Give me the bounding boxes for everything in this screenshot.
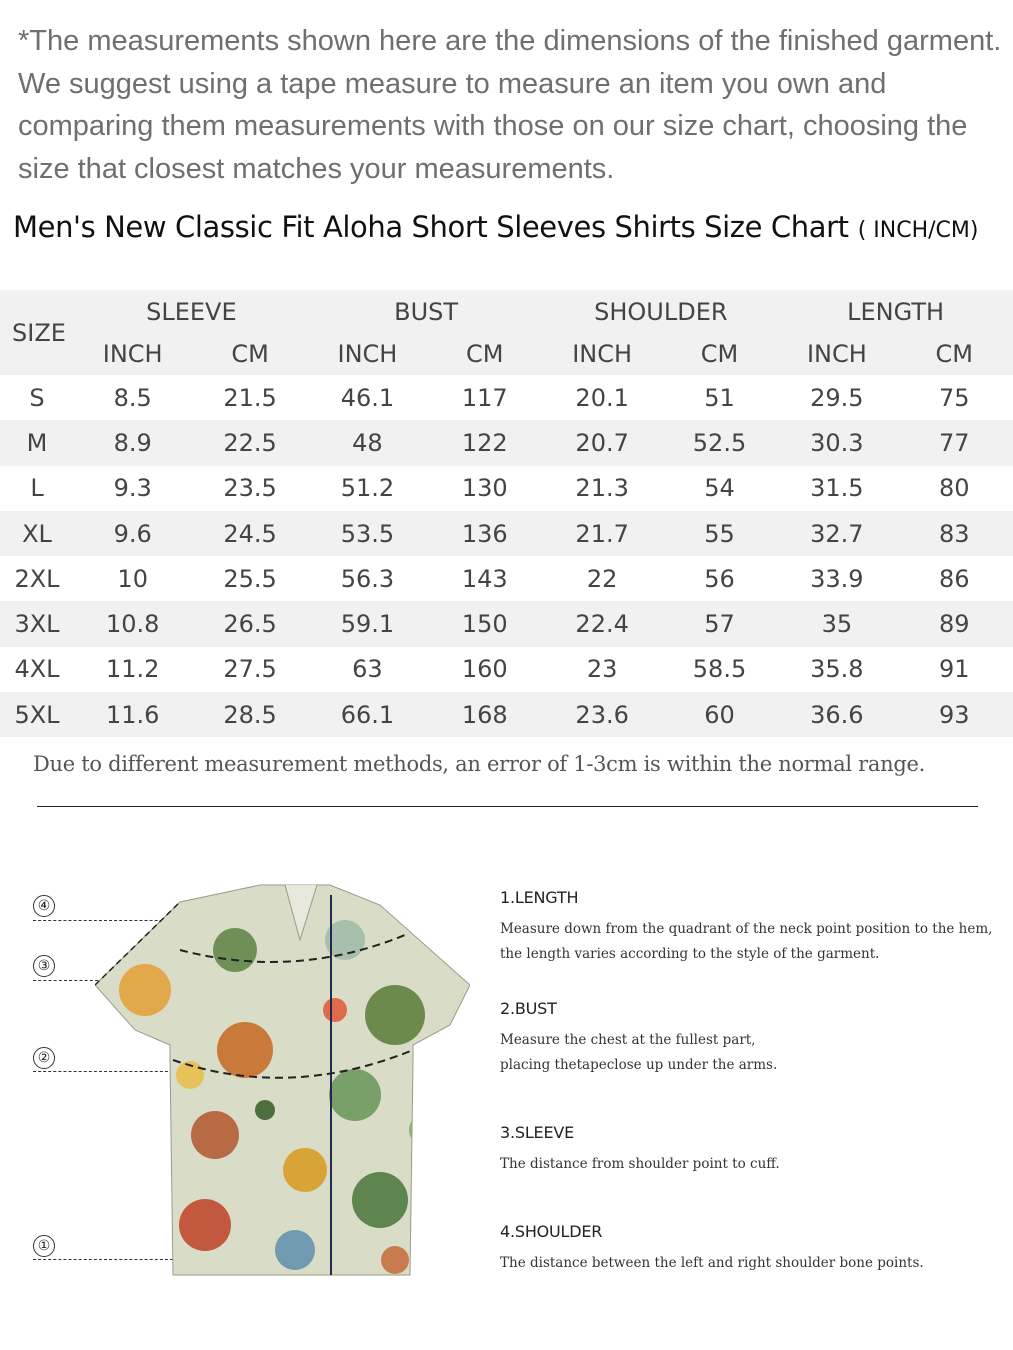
size-chart-table [0,290,1013,737]
cell-shoulder-cm: 57 [661,601,778,646]
unit-header: CM [191,333,308,375]
cell-shoulder-inch: 20.1 [543,375,660,420]
sleeve-info [500,1123,1000,1177]
cell-sleeve-inch: 9.6 [74,511,191,556]
cell-shoulder-inch: 22 [543,556,660,601]
unit-header: INCH [74,333,191,375]
hawaiian-shirt-icon [95,880,470,1280]
length-info-line: the length varies according to the style of the garment. [500,946,880,962]
cell-length-cm: 86 [896,556,1013,601]
cell-length-inch: 33.9 [778,556,895,601]
chart-title-main: Men's New Classic Fit Aloha Short Sleeves Shirts Size Chart [13,210,849,244]
cell-size: 2XL [0,556,74,601]
cell-size: 5XL [0,692,74,737]
cell-sleeve-inch: 11.6 [74,692,191,737]
unit-header: CM [426,333,543,375]
cell-bust-cm: 143 [426,556,543,601]
table-row [0,511,1013,556]
table-row [0,375,1013,420]
group-header-bust: BUST [309,290,544,333]
cell-shoulder-cm: 60 [661,692,778,737]
cell-shoulder-cm: 52.5 [661,420,778,465]
shoulder-info-line: The distance between the left and right shoulder bone points. [500,1255,924,1271]
cell-length-cm: 91 [896,647,1013,692]
divider [37,806,978,807]
cell-bust-inch: 59.1 [309,601,426,646]
sleeve-guide-line [33,980,98,981]
chart-title [13,210,978,244]
cell-length-inch: 35 [778,601,895,646]
cell-length-inch: 35.8 [778,647,895,692]
bust-info-title: 2.BUST [500,999,557,1018]
cell-length-inch: 32.7 [778,511,895,556]
cell-bust-inch: 46.1 [309,375,426,420]
cell-length-cm: 83 [896,511,1013,556]
cell-shoulder-cm: 51 [661,375,778,420]
marker-4: ④ [33,895,55,917]
cell-bust-inch: 56.3 [309,556,426,601]
cell-size: S [0,375,74,420]
unit-header: CM [896,333,1013,375]
cell-length-cm: 80 [896,466,1013,511]
table-row [0,692,1013,737]
group-header-length: LENGTH [778,290,1013,333]
intro-text: *The measurements shown here are the dimensions of the finished garment. We suggest using a tape measure to measure an item you own and comparing them measurements with those on our size chart, choosing the size that closest matches your measurements. [18,25,1002,185]
cell-bust-cm: 136 [426,511,543,556]
length-info-line: Measure down from the quadrant of the neck point position to the hem, [500,921,993,937]
cell-bust-inch: 63 [309,647,426,692]
cell-shoulder-inch: 23.6 [543,692,660,737]
cell-shoulder-cm: 55 [661,511,778,556]
cell-length-inch: 31.5 [778,466,895,511]
sleeve-info-title: 3.SLEEVE [500,1123,575,1142]
cell-shoulder-inch: 21.3 [543,466,660,511]
cell-shoulder-cm: 58.5 [661,647,778,692]
cell-shoulder-inch: 21.7 [543,511,660,556]
group-header-sleeve: SLEEVE [74,290,309,333]
cell-bust-cm: 150 [426,601,543,646]
measurement-note: Due to different measurement methods, an error of 1-3cm is within the normal range. [33,752,925,776]
cell-bust-cm: 130 [426,466,543,511]
unit-header: INCH [778,333,895,375]
marker-3: ③ [33,955,55,977]
cell-sleeve-inch: 10 [74,556,191,601]
cell-sleeve-inch: 8.5 [74,375,191,420]
cell-length-cm: 93 [896,692,1013,737]
cell-sleeve-cm: 22.5 [191,420,308,465]
size-header: SIZE [0,290,74,375]
length-info [500,888,1000,967]
cell-bust-cm: 122 [426,420,543,465]
cell-sleeve-inch: 8.9 [74,420,191,465]
cell-size: L [0,466,74,511]
cell-shoulder-inch: 22.4 [543,601,660,646]
cell-sleeve-cm: 24.5 [191,511,308,556]
cell-length-cm: 75 [896,375,1013,420]
table-row [0,466,1013,511]
cell-shoulder-cm: 56 [661,556,778,601]
cell-bust-inch: 51.2 [309,466,426,511]
table-row [0,647,1013,692]
cell-sleeve-inch: 9.3 [74,466,191,511]
cell-bust-inch: 66.1 [309,692,426,737]
cell-bust-cm: 160 [426,647,543,692]
cell-sleeve-inch: 11.2 [74,647,191,692]
shoulder-info-title: 4.SHOULDER [500,1222,603,1241]
cell-bust-inch: 53.5 [309,511,426,556]
measurement-diagram [0,870,470,1290]
cell-length-inch: 36.6 [778,692,895,737]
cell-bust-cm: 117 [426,375,543,420]
cell-shoulder-cm: 54 [661,466,778,511]
cell-length-cm: 77 [896,420,1013,465]
cell-length-cm: 89 [896,601,1013,646]
cell-sleeve-inch: 10.8 [74,601,191,646]
chart-title-unit: ( INCH/CM) [857,218,979,243]
marker-2: ② [33,1047,55,1069]
table-row [0,556,1013,601]
cell-length-inch: 29.5 [778,375,895,420]
cell-sleeve-cm: 26.5 [191,601,308,646]
cell-size: 4XL [0,647,74,692]
cell-sleeve-cm: 27.5 [191,647,308,692]
bust-info-line: placing thetapeclose up under the arms. [500,1057,778,1073]
table-row [0,601,1013,646]
cell-size: 3XL [0,601,74,646]
cell-bust-cm: 168 [426,692,543,737]
cell-shoulder-inch: 20.7 [543,420,660,465]
cell-sleeve-cm: 28.5 [191,692,308,737]
size-rows [0,375,1013,737]
bust-info [500,999,1000,1078]
unit-header: CM [661,333,778,375]
unit-header: INCH [309,333,426,375]
cell-length-inch: 30.3 [778,420,895,465]
cell-bust-inch: 48 [309,420,426,465]
cell-size: XL [0,511,74,556]
unit-header: INCH [543,333,660,375]
table-row [0,420,1013,465]
cell-shoulder-inch: 23 [543,647,660,692]
marker-1: ① [33,1235,55,1257]
cell-sleeve-cm: 21.5 [191,375,308,420]
group-header-shoulder: SHOULDER [543,290,778,333]
cell-sleeve-cm: 23.5 [191,466,308,511]
length-info-title: 1.LENGTH [500,888,579,907]
bust-info-line: Measure the chest at the fullest part, [500,1032,756,1048]
sleeve-info-line: The distance from shoulder point to cuff. [500,1156,780,1172]
cell-sleeve-cm: 25.5 [191,556,308,601]
shoulder-info [500,1222,1000,1276]
cell-size: M [0,420,74,465]
